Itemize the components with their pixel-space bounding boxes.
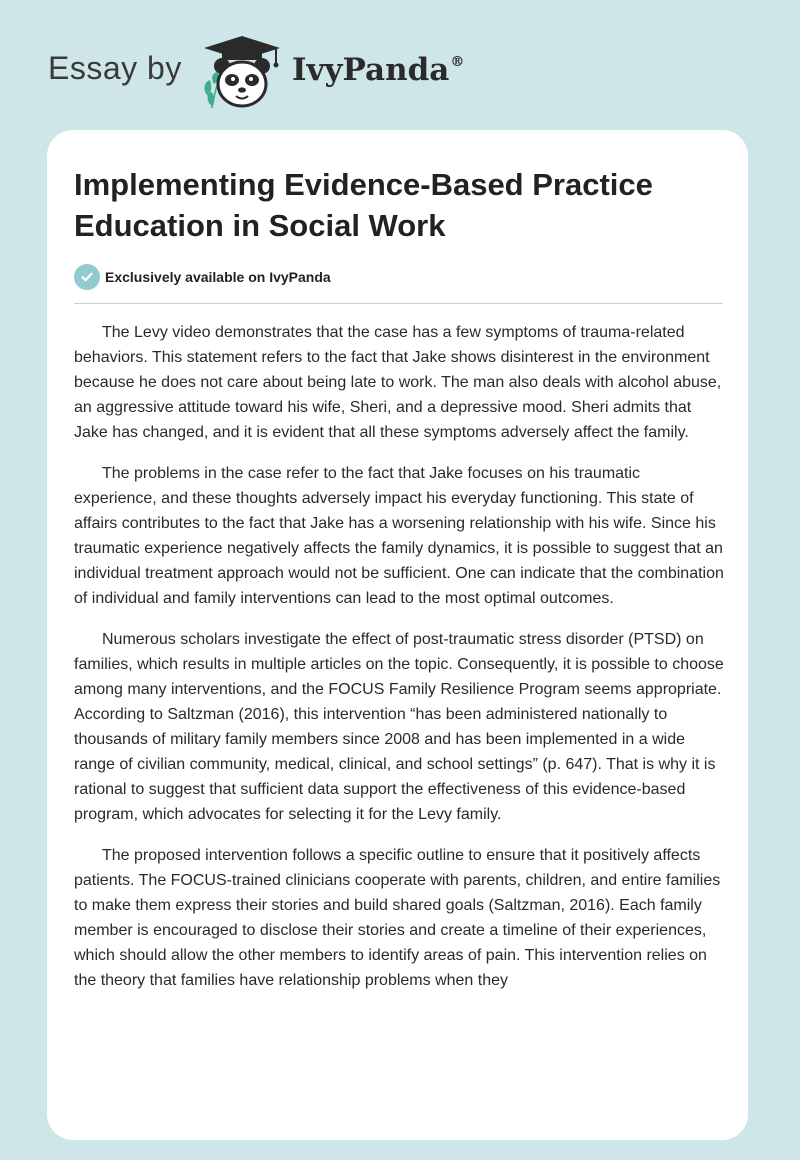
registered-mark: ® [450,54,465,70]
paragraph: The Levy video demonstrates that the case has a few symptoms of trauma-related behaviors. This statement refers to the fact that Jake shows disinterest in the environment because he does not care about being late to work. The man also deals with alcohol abuse, an aggressive attitude toward his wife, Sheri, and a depressive mood. Sheri admits that Jake has changed, and it is evident that all these symptoms adversely affect the family. [74,324,722,441]
exclusive-label: Exclusively available on IvyPanda [105,269,331,285]
essay-card [47,130,748,1140]
paragraph: The proposed intervention follows a specific outline to ensure that it positively affects patients. The FOCUS-trained clinicians cooperate with parents, children, and entire families to make them express their stories and build shared goals (Saltzman, 2016). Each family member is encouraged to disclose their stories and create a timeline of their experiences, which should allow the other members to identify areas of pain. This intervention relies on the theory that families have relationship problems when they [74,847,721,989]
essay-by-label: Essay by [48,50,182,86]
checkmark-icon [74,264,100,290]
paragraph: Numerous scholars investigate the effect of post-traumatic stress disorder (PTSD) on families, which results in multiple articles on the topic. Consequently, it is possible to choose among many interventions, and the FOCUS Family Resilience Program seems appropriate. According to Saltzman (2016), this intervention “has been administered nationally to thousands of military family members since 2008 and has been implemented in a wide range of civilian community, medical, clinical, and school settings” (p. 647). That is why it is rational to suggest that sufficient data support the effectiveness of this evidence-based program, which advocates for selecting it for the Levy family. [74,631,724,823]
brand-name: IvyPanda® [292,52,465,88]
essay-title: Implementing Evidence-Based Practice Education in Social Work [74,167,653,243]
paragraph: The problems in the case refer to the fact that Jake focuses on his traumatic experience, and these thoughts adversely impact his everyday functioning. This state of affairs contributes to the fact that Jake has a worsening relationship with his wife. Since his traumatic experience negatively affects the family dynamics, it is possible to suggest that an individual treatment approach would not be sufficient. One can indicate that the combination of individual and family interventions can lead to the most optimal outcomes. [74,465,724,607]
panda-logo-icon[interactable] [198,34,284,110]
divider [74,303,723,304]
site-header [0,0,800,120]
essay-body [74,320,724,1009]
exclusive-badge [74,263,331,291]
